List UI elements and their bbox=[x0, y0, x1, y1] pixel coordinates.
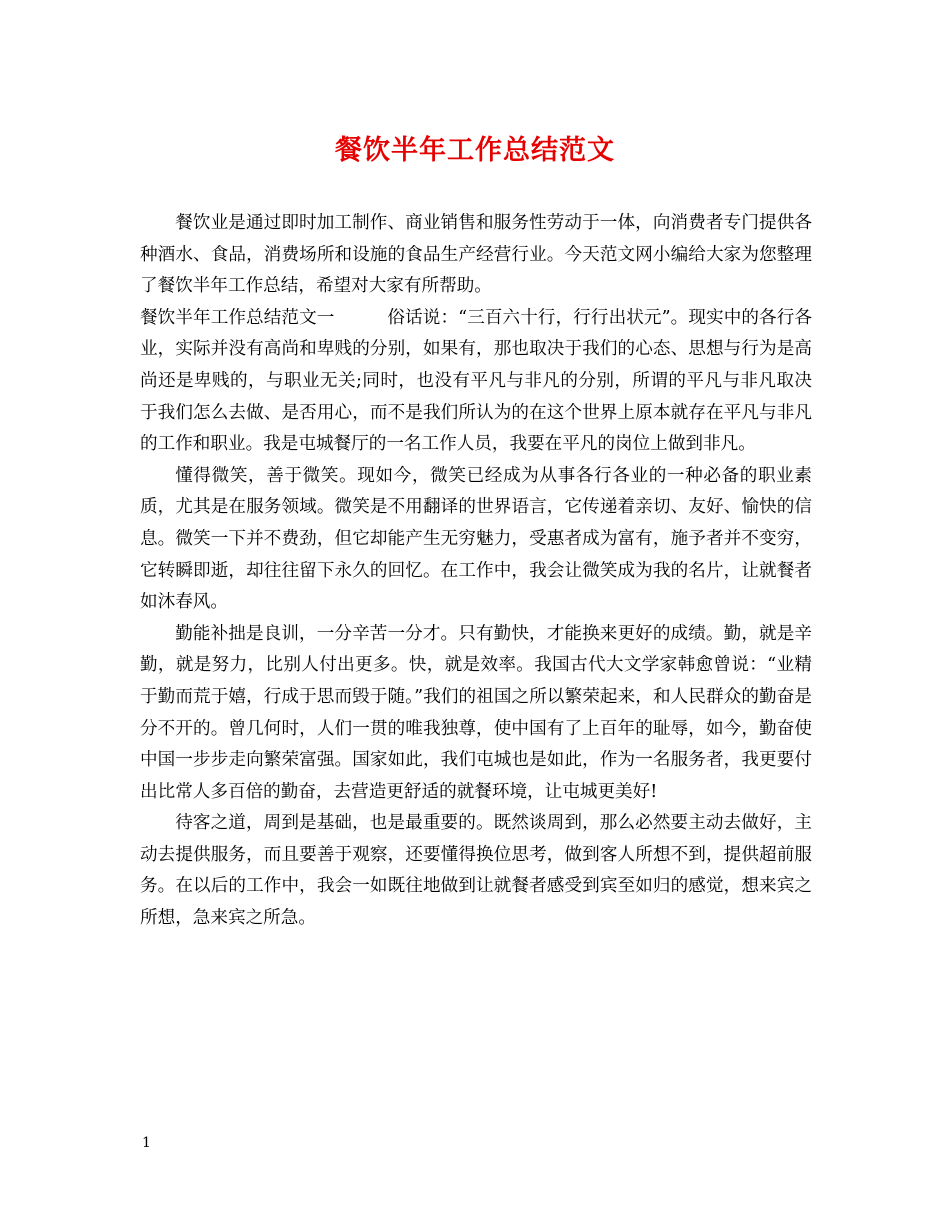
paragraph-hospitality: 待客之道，周到是基础，也是最重要的。既然谈周到，那么必然要主动去做好，主动去提供服务，而且要善于观察，还要懂得换位思考，做到客人所想不到，提供超前服务。在以后的工作中，我会一如既往地做到让就餐者感受到宾至如归的感觉，想来宾之所想，急来宾之所急。 bbox=[140, 813, 812, 929]
paragraph-diligence: 勤能补拙是良训，一分辛苦一分才。只有勤快，才能换来更好的成绩。勤，就是辛勤，就是努力，比别人付出更多。快，就是效率。我国古代大文学家韩愈曾说：“业精于勤而荒于嬉，行成于思而毁于随。”我们的祖国之所以繁荣起来，和人民群众的勤奋是分不开的。曾几何时，人们一贯的唯我独尊，使中国有了上百年的耻辱，如今，勤奋使中国一步步走向繁荣富强。国家如此，我们屯城也是如此，作为一名服务者，我更要付出比常人多百倍的勤奋，去营造更舒适的就餐环境，让屯城更美好! bbox=[140, 623, 812, 802]
document-title: 餐饮半年工作总结范文 bbox=[335, 135, 615, 166]
paragraph-smile: 懂得微笑，善于微笑。现如今，微笑已经成为从事各行各业的一种必备的职业素质，尤其是在服务领域。微笑是不用翻译的世界语言，它传递着亲切、友好、愉快的信息。微笑一下并不费劲，但它却能产生无穷魅力，受惠者成为富有，施予者并不变穷，它转瞬即逝，却往往留下永久的回忆。在工作中，我会让微笑成为我的名片，让就餐者如沐春风。 bbox=[140, 465, 812, 613]
paragraph-section-one: 餐饮半年工作总结范文一 俗话说：“三百六十行，行行出状元”。现实中的各行各业，实际并没有高尚和卑贱的分别，如果有，那也取决于我们的心态、思想与行为是高尚还是卑贱的，与职业无关;同时，也没有平凡与非凡的分别，所谓的平凡与非凡取决于我们怎么去做、是否用心，而不是我们所认为的在这个世界上原本就存在平凡与非凡的工作和职业。我是屯城餐厅的一名工作人员，我要在平凡的岗位上做到非凡。 bbox=[140, 307, 812, 455]
page-number: 1 bbox=[142, 1135, 151, 1151]
paragraph-intro: 餐饮业是通过即时加工制作、商业销售和服务性劳动于一体，向消费者专门提供各种酒水、食品，消费场所和设施的食品生产经营行业。今天范文网小编给大家为您整理了餐饮半年工作总结，希望对大家有所帮助。 bbox=[140, 213, 812, 297]
document-body bbox=[140, 208, 812, 935]
